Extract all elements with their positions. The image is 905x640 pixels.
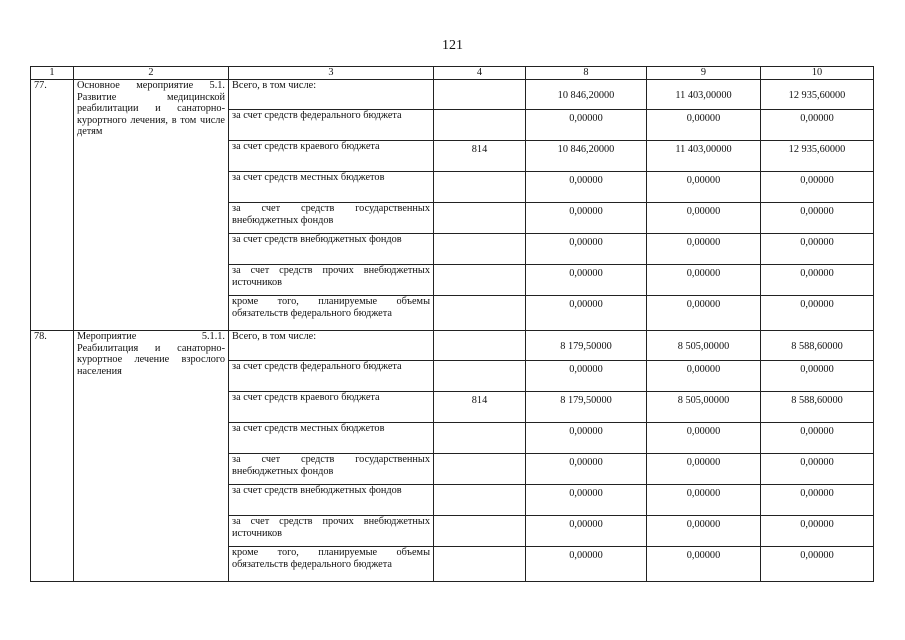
- amount-v10: [761, 361, 874, 392]
- amount-v9: [647, 392, 761, 423]
- amount-value: 0,00000: [800, 268, 834, 279]
- amount-v10: [761, 265, 874, 296]
- amount-value: 0,00000: [800, 299, 834, 310]
- budget-code: [434, 203, 526, 234]
- funding-source: за счет средств краевого бюджета: [229, 392, 434, 423]
- funding-source: за счет средств краевого бюджета: [229, 141, 434, 172]
- amount-value: 0,00000: [686, 488, 721, 499]
- amount-value: 8 588,60000: [791, 340, 843, 352]
- funding-source: за счет средств федерального бюджета: [229, 110, 434, 141]
- amount-v10: [761, 423, 874, 454]
- amount-v8: [526, 234, 647, 265]
- amount-value: 0,00000: [569, 426, 603, 437]
- amount-v10: [761, 392, 874, 423]
- amount-value: 0,00000: [569, 364, 603, 375]
- amount-value: 8 505,00000: [677, 340, 730, 352]
- funding-source: кроме того, планируемые объемы обязательств федерального бюджета: [229, 296, 434, 331]
- amount-v9: [647, 80, 761, 110]
- header-cell: 4: [434, 67, 526, 80]
- amount-value: 0,00000: [569, 519, 603, 530]
- amount-value: 0,00000: [569, 113, 603, 124]
- amount-value: 0,00000: [569, 237, 603, 248]
- funding-source: за счет средств государственных внебюджетных фондов: [229, 454, 434, 485]
- measure-title: Мероприятие 5.1.1. Реабилитация и санаторно-курортное лечение взрослого населения: [74, 331, 229, 582]
- amount-value: 8 179,50000: [560, 340, 612, 352]
- amount-v8: [526, 392, 647, 423]
- funding-source: за счет средств государственных внебюджетных фондов: [229, 203, 434, 234]
- amount-v9: [647, 234, 761, 265]
- header-row: [31, 67, 874, 80]
- amount-v8: [526, 454, 647, 485]
- funding-source: за счет средств прочих внебюджетных источников: [229, 265, 434, 296]
- funding-source: Всего, в том числе:: [229, 80, 434, 110]
- budget-code: [434, 516, 526, 547]
- budget-code: [434, 296, 526, 331]
- budget-code: [434, 361, 526, 392]
- table-row: [31, 331, 874, 361]
- amount-v8: [526, 296, 647, 331]
- amount-value: 0,00000: [569, 175, 603, 186]
- amount-value: 0,00000: [800, 426, 834, 437]
- amount-v9: [647, 110, 761, 141]
- amount-v8: [526, 516, 647, 547]
- amount-value: 11 403,00000: [675, 89, 732, 101]
- budget-code: [434, 423, 526, 454]
- amount-value: 0,00000: [800, 175, 834, 186]
- amount-value: 8 179,50000: [560, 395, 612, 406]
- budget-code: [434, 454, 526, 485]
- amount-v8: [526, 141, 647, 172]
- budget-code: [434, 265, 526, 296]
- funding-source: Всего, в том числе:: [229, 331, 434, 361]
- budget-code: [434, 172, 526, 203]
- amount-value: 0,00000: [686, 113, 721, 124]
- amount-value: 10 846,20000: [557, 144, 615, 155]
- funding-source: за счет средств внебюджетных фондов: [229, 485, 434, 516]
- amount-value: 0,00000: [686, 457, 721, 468]
- amount-value: 0,00000: [569, 457, 603, 468]
- budget-code-value: 814: [471, 144, 488, 155]
- amount-value: 0,00000: [569, 550, 603, 561]
- amount-value: 0,00000: [686, 268, 721, 279]
- amount-value: 8 588,60000: [791, 395, 843, 406]
- budget-code: [434, 392, 526, 423]
- funding-source: за счет средств федерального бюджета: [229, 361, 434, 392]
- amount-v10: [761, 485, 874, 516]
- amount-v9: [647, 547, 761, 582]
- amount-value: 0,00000: [686, 364, 721, 375]
- amount-value: 0,00000: [800, 550, 834, 561]
- amount-value: 0,00000: [686, 206, 721, 217]
- amount-v9: [647, 454, 761, 485]
- amount-value: 0,00000: [686, 299, 721, 310]
- header-cell: 10: [761, 67, 874, 80]
- amount-v8: [526, 110, 647, 141]
- amount-value: 12 935,60000: [788, 89, 846, 101]
- amount-v9: [647, 331, 761, 361]
- amount-v10: [761, 547, 874, 582]
- amount-value: 0,00000: [800, 488, 834, 499]
- amount-value: 0,00000: [800, 206, 834, 217]
- amount-v8: [526, 203, 647, 234]
- budget-code: [434, 80, 526, 110]
- amount-value: 0,00000: [800, 519, 834, 530]
- budget-code: [434, 547, 526, 582]
- header-cell: 3: [229, 67, 434, 80]
- amount-v10: [761, 454, 874, 485]
- budget-code: [434, 110, 526, 141]
- amount-value: 0,00000: [800, 237, 834, 248]
- budget-code: [434, 331, 526, 361]
- amount-v10: [761, 203, 874, 234]
- amount-value: 0,00000: [800, 113, 834, 124]
- funding-source: за счет средств местных бюджетов: [229, 172, 434, 203]
- amount-v9: [647, 516, 761, 547]
- amount-v10: [761, 141, 874, 172]
- amount-value: 0,00000: [686, 175, 721, 186]
- budget-code: [434, 485, 526, 516]
- page-number: 121: [442, 38, 463, 53]
- amount-value: 0,00000: [569, 299, 603, 310]
- amount-value: 0,00000: [686, 237, 721, 248]
- funding-source: кроме того, планируемые объемы обязательств федерального бюджета: [229, 547, 434, 582]
- amount-v10: [761, 234, 874, 265]
- amount-v10: [761, 296, 874, 331]
- amount-v9: [647, 141, 761, 172]
- amount-v8: [526, 547, 647, 582]
- table-row: [31, 80, 874, 110]
- header-cell: 2: [74, 67, 229, 80]
- amount-value: 0,00000: [569, 206, 603, 217]
- amount-v8: [526, 331, 647, 361]
- budget-code: [434, 234, 526, 265]
- amount-value: 0,00000: [686, 550, 721, 561]
- row-number: 78.: [31, 331, 74, 582]
- amount-v10: [761, 110, 874, 141]
- amount-v8: [526, 265, 647, 296]
- header-cell: 1: [31, 67, 74, 80]
- amount-v9: [647, 423, 761, 454]
- amount-v8: [526, 485, 647, 516]
- amount-value: 0,00000: [800, 457, 834, 468]
- amount-value: 8 505,00000: [677, 395, 730, 406]
- funding-source: за счет средств внебюджетных фондов: [229, 234, 434, 265]
- amount-value: 11 403,00000: [675, 144, 732, 155]
- amount-value: 0,00000: [800, 364, 834, 375]
- header-cell: 9: [647, 67, 761, 80]
- amount-value: 0,00000: [686, 426, 721, 437]
- amount-v8: [526, 172, 647, 203]
- amount-value: 12 935,60000: [788, 144, 846, 155]
- amount-v10: [761, 516, 874, 547]
- amount-value: 10 846,20000: [557, 89, 615, 101]
- amount-v9: [647, 361, 761, 392]
- header-cell: 8: [526, 67, 647, 80]
- amount-v9: [647, 265, 761, 296]
- amount-v8: [526, 423, 647, 454]
- amount-v9: [647, 296, 761, 331]
- amount-v10: [761, 331, 874, 361]
- amount-v9: [647, 203, 761, 234]
- budget-code: [434, 141, 526, 172]
- amount-v9: [647, 485, 761, 516]
- amount-value: 0,00000: [569, 488, 603, 499]
- amount-value: 0,00000: [686, 519, 721, 530]
- amount-v8: [526, 361, 647, 392]
- amount-v10: [761, 80, 874, 110]
- budget-code-value: 814: [471, 395, 488, 406]
- measure-title: Основное мероприятие 5.1. Развитие медицинской реабилитации и санаторно-курортного лечения, в том числе детям: [74, 80, 229, 331]
- funding-source: за счет средств местных бюджетов: [229, 423, 434, 454]
- row-number: 77.: [31, 80, 74, 331]
- budget-table: [30, 66, 874, 582]
- amount-v8: [526, 80, 647, 110]
- amount-value: 0,00000: [569, 268, 603, 279]
- amount-v10: [761, 172, 874, 203]
- funding-source: за счет средств прочих внебюджетных источников: [229, 516, 434, 547]
- amount-v9: [647, 172, 761, 203]
